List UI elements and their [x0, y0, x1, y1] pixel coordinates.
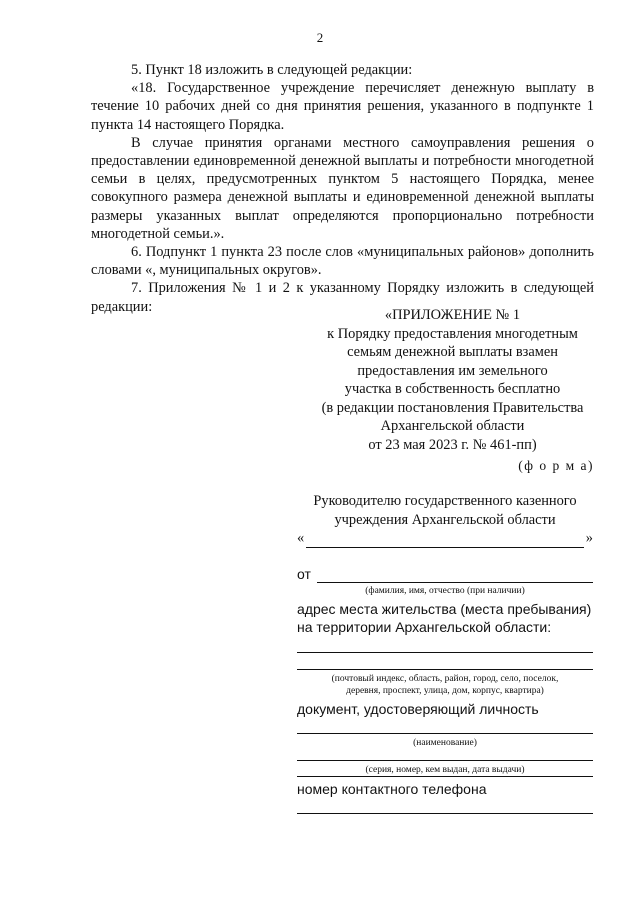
identity-name-line[interactable]	[297, 733, 593, 734]
appendix-line: к Порядку предоставления многодетным	[327, 325, 578, 342]
from-hint: (фамилия, имя, отчество (при наличии)	[365, 586, 525, 596]
address-hint: (почтовый индекс, область, район, город, село, поселок,	[331, 674, 559, 684]
identity-details-line[interactable]	[297, 760, 593, 761]
appendix-line: (в редакции постановления Правительства	[321, 399, 584, 416]
paragraph: 7. Приложения № 1 и 2 к указанному Порядку изложить в следующей редакции:	[91, 280, 594, 315]
address-label: на территории Архангельской области:	[297, 619, 552, 635]
appendix-line: участка в собственность бесплатно	[344, 381, 561, 397]
identity-name-hint: (наименование)	[413, 738, 477, 748]
addressee-block	[297, 492, 593, 548]
appendix-line: предоставления им земельного	[357, 362, 548, 379]
appendix-line: Архангельской области	[380, 418, 525, 434]
applicant-name-field[interactable]	[297, 565, 593, 583]
applicant-name-line[interactable]	[317, 568, 593, 583]
quote-close: »	[585, 530, 593, 546]
address-block	[297, 600, 593, 697]
address-hint: деревня, проспект, улица, дом, корпус, квартира)	[346, 686, 544, 696]
paragraph: 6. Подпункт 1 пункта 23 после слов «муниципальных районов» дополнить словами «, муниципальных округов».	[91, 244, 594, 279]
address-line[interactable]	[297, 652, 593, 653]
addressee-line: учреждения Архангельской области	[334, 511, 556, 528]
institution-name-line[interactable]	[306, 533, 584, 548]
appendix-line: семьям денежной выплаты взамен	[347, 344, 558, 360]
paragraph: 5. Пункт 18 изложить в следующей редакции:	[131, 62, 413, 78]
addressee-line: Руководителю государственного казенного	[313, 493, 577, 509]
appendix-header	[300, 306, 605, 454]
institution-name-field[interactable]	[297, 529, 593, 548]
quote-open: «	[297, 530, 305, 546]
appendix-line: от 23 мая 2023 г. № 461-пп)	[368, 436, 537, 453]
identity-block	[297, 700, 593, 776]
address-label: адрес места жительства (места пребывания)	[297, 601, 592, 617]
identity-label: документ, удостоверяющий личность	[297, 701, 539, 717]
identity-details-hint: (серия, номер, кем выдан, дата выдачи)	[365, 765, 525, 775]
phone-line[interactable]	[297, 813, 593, 814]
phone-block	[297, 776, 593, 814]
amendment-text	[91, 61, 594, 316]
separator-line	[297, 776, 593, 777]
paragraph: «18. Государственное учреждение перечисляет денежную выплату в течение 10 рабочих дней со дня принятия решения, указанного в подпункте 1 пункта 14 настоящего Порядка.	[91, 80, 594, 133]
paragraph: В случае принятия органами местного самоуправления решения о предоставлении единовременной денежной выплаты и потребности многодетной семьи в целях, предусмотренных пунктом 5 настоящего Порядка, менее совокупного размера денежной выплаты и единовременной денежной выплаты размеры указанных выплат определяются пропорционально потребности многодетной семьи.».	[91, 134, 594, 242]
from-block	[297, 565, 593, 597]
page-number: 2	[316, 30, 324, 45]
address-line[interactable]	[297, 669, 593, 670]
form-label: (ф о р м а)	[518, 458, 594, 473]
phone-label: номер контактного телефона	[297, 781, 487, 797]
appendix-line: «ПРИЛОЖЕНИЕ № 1	[384, 307, 521, 323]
from-label: от	[297, 566, 311, 582]
